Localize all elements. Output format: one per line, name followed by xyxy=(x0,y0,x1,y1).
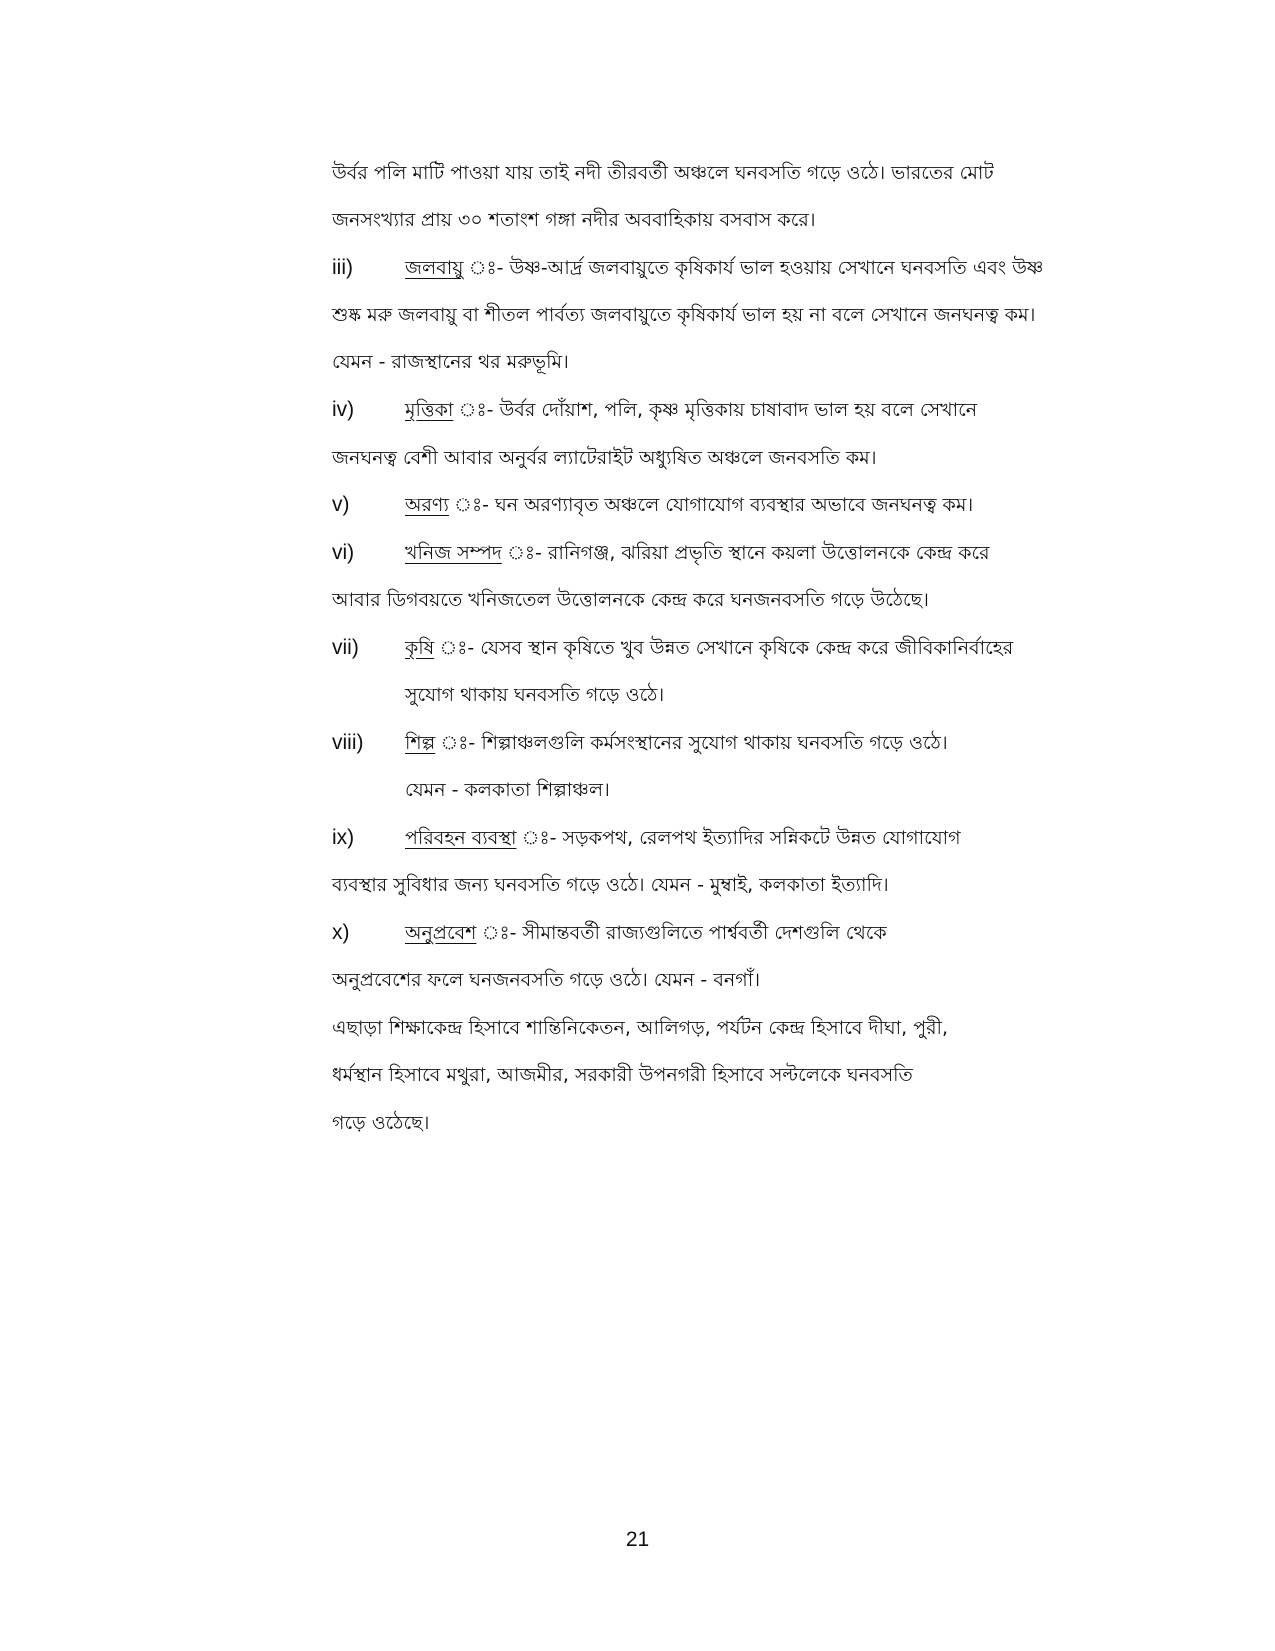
item-heading: জলবায়ু xyxy=(405,257,464,279)
item-heading: শিল্প xyxy=(405,732,436,754)
item-heading: কৃষি xyxy=(405,637,435,659)
item-text: ঃ- উর্বর দোঁয়াশ, পলি, কৃষ্ণ মৃত্তিকায় চাষাবাদ ভাল হয় বলে সেখানে xyxy=(453,399,978,421)
item-text: ঃ- রানিগঞ্জ, ঝরিয়া প্রভৃতি স্থানে কয়লা উত্তোলনকে কেন্দ্র করে xyxy=(501,542,990,564)
paragraph-line: অনুপ্রবেশের ফলে ঘনজনবসতি গড়ে ওঠে। যেমন - বনগাঁ। xyxy=(332,969,760,991)
item-heading: অরণ্য xyxy=(405,494,449,516)
paragraph-line: আবার ডিগবয়তে খনিজতেল উত্তোলনকে কেন্দ্র করে ঘনজনবসতি গড়ে উঠেছে। xyxy=(332,589,929,611)
list-item-vi xyxy=(332,538,1112,568)
item-heading: পরিবহন ব্যবস্থা xyxy=(405,827,517,849)
paragraph-line: উর্বর পলি মাটি পাওয়া যায় তাই নদী তীরবর্তী অঞ্চলে ঘনবসতি গড়ে ওঠে। ভারতের মোট xyxy=(332,162,994,184)
list-number: viii) xyxy=(332,731,364,754)
list-item-viii xyxy=(332,728,1112,758)
list-number: x) xyxy=(332,921,350,944)
page-number: 21 xyxy=(625,1528,650,1551)
paragraph-line: শুষ্ক মরু জলবায়ু বা শীতল পার্বত্য জলবায়ুতে কৃষিকার্য ভাল হয় না বলে সেখানে জনঘনত্ব কম। xyxy=(332,304,1036,326)
list-number: ix) xyxy=(332,826,355,849)
item-heading: অনুপ্রবেশ xyxy=(405,922,477,944)
list-number: vii) xyxy=(332,636,359,659)
item-text: ঃ- ঘন অরণ্যাবৃত অঞ্চলে যোগাযোগ ব্যবস্থার অভাবে জনঘনত্ব কম। xyxy=(448,494,974,516)
item-text: ঃ- উষ্ণ-আর্দ্র জলবায়ুতে কৃষিকার্য ভাল হওয়ায় সেখানে ঘনবসতি এবং উষ্ণ xyxy=(463,257,1044,279)
list-item-iv xyxy=(332,395,1112,425)
list-number: iv) xyxy=(332,398,355,421)
paragraph-line: ধর্মস্থান হিসাবে মথুরা, আজমীর, সরকারী উপনগরী হিসাবে সল্টলেকে ঘনবসতি xyxy=(332,1064,913,1086)
paragraph-line: জনঘনত্ব বেশী আবার অনুর্বর ল্যাটেরাইট অধ্যুষিত অঞ্চলে জনবসতি কম। xyxy=(332,447,877,469)
paragraph-line: সুযোগ থাকায় ঘনবসতি গড়ে ওঠে। xyxy=(405,684,665,706)
list-number: v) xyxy=(332,493,350,516)
item-text: ঃ- যেসব স্থান কৃষিতে খুব উন্নত সেখানে কৃষিকে কেন্দ্র করে জীবিকানির্বাহের xyxy=(434,637,1014,659)
list-item-ix xyxy=(332,823,1112,853)
item-heading: মৃত্তিকা xyxy=(405,399,454,421)
paragraph-line: জনসংখ্যার প্রায় ৩০ শতাংশ গঙ্গা নদীর অববাহিকায় বসবাস করে। xyxy=(332,209,816,231)
paragraph-line: এছাড়া শিক্ষাকেন্দ্র হিসাবে শান্তিনিকেতন, আলিগড়, পর্যটন কেন্দ্র হিসাবে দীঘা, পুরী, xyxy=(332,1017,949,1039)
paragraph-line: গড়ে ওঠেছে। xyxy=(332,1112,430,1134)
paragraph-line: ব্যবস্থার সুবিধার জন্য ঘনবসতি গড়ে ওঠে। যেমন - মুম্বাই, কলকাতা ইত্যাদি। xyxy=(332,874,889,896)
list-number: vi) xyxy=(332,541,355,564)
paragraph-line: যেমন - কলকাতা শিল্পাঞ্চল। xyxy=(405,779,610,801)
list-item-v xyxy=(332,490,1112,520)
list-item-x xyxy=(332,918,1112,948)
item-text: ঃ- শিল্পাঞ্চলগুলি কর্মসংস্থানের সুযোগ থাকায় ঘনবসতি গড়ে ওঠে। xyxy=(435,732,948,754)
paragraph-line: যেমন - রাজস্থানের থর মরুভূমি। xyxy=(332,351,569,373)
item-heading: খনিজ সম্পদ xyxy=(405,542,502,564)
list-number: iii) xyxy=(332,256,353,279)
item-text: ঃ- সীমান্তবর্তী রাজ্যগুলিতে পার্শ্ববর্তী দেশগুলি থেকে xyxy=(476,922,887,944)
list-item-vii xyxy=(332,633,1112,663)
item-text: ঃ- সড়কপথ, রেলপথ ইত্যাদির সন্নিকটে উন্নত যোগাযোগ xyxy=(516,827,961,849)
list-item-iii xyxy=(332,253,1112,283)
